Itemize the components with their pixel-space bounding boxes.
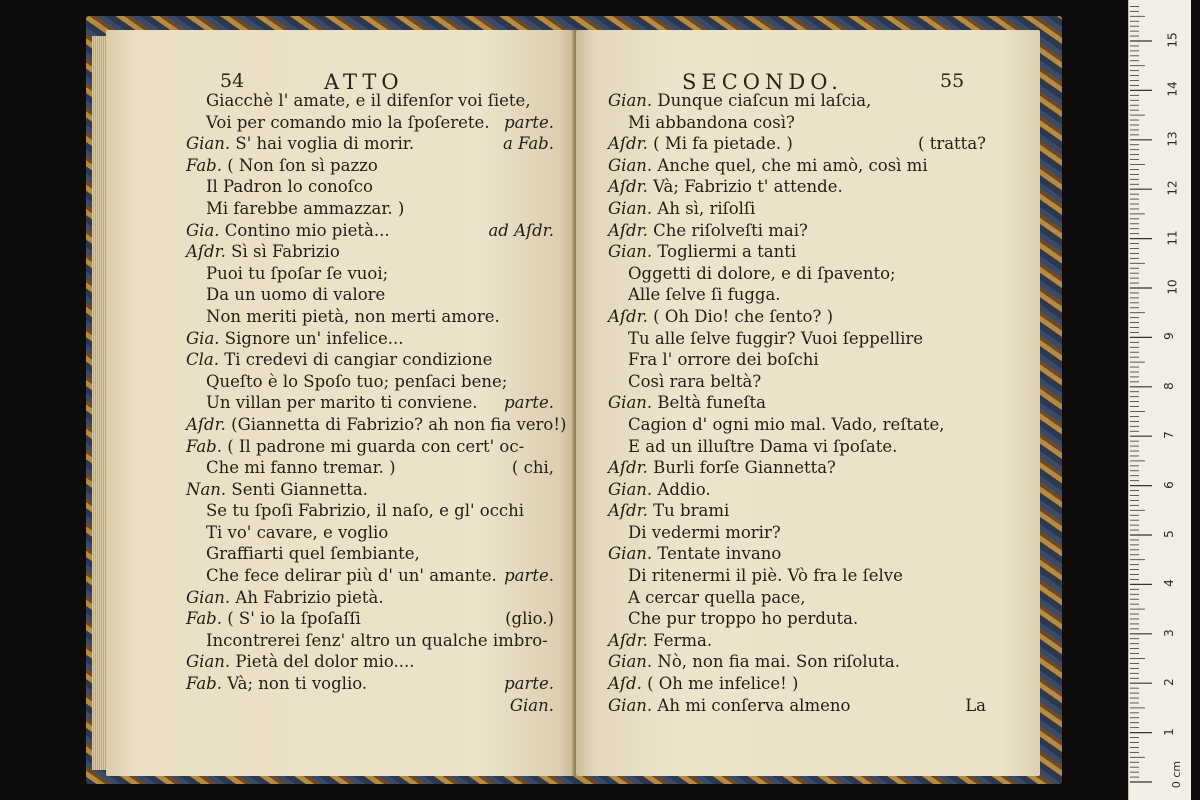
speaker-name: Gian. [608, 155, 658, 175]
verse-text: Un villan per marito ti conviene. [206, 393, 478, 413]
verse-text: Che riſolveſti mai? [653, 220, 808, 240]
ruler-number: 6 [1161, 480, 1176, 489]
text-line [186, 673, 554, 695]
verse-text: Alle ſelve ſi fugga. [628, 285, 781, 305]
verse-text: Giacchè l' amate, e il difenſor voi ſiete, [206, 91, 531, 110]
stage-direction: parte. [504, 674, 554, 694]
text-line [186, 608, 554, 630]
verse-text: Ah Fabrizio pietà. [235, 587, 384, 607]
speaker-name: Aſdr. [608, 630, 654, 650]
verse-text: Dunque ciaſcun mi laſcia, [657, 91, 872, 110]
left-page [106, 30, 574, 776]
text-line [608, 457, 986, 479]
text-line [608, 543, 986, 565]
text-line [186, 630, 554, 652]
speaker-name: Fab. [186, 674, 228, 694]
text-line [608, 349, 986, 371]
ruler-number: 3 [1161, 628, 1176, 637]
text-line [608, 673, 986, 695]
stage-direction: parte. [504, 393, 554, 413]
ruler-number: 13 [1165, 131, 1180, 147]
verse-text: Ti credevi di cangiar condizione [224, 350, 493, 370]
verse-text: Così rara beltà? [628, 371, 762, 391]
right-page-header: SECONDO. [682, 70, 843, 94]
speaker-name: Gian. [608, 393, 658, 413]
text-line [608, 241, 986, 263]
stage-direction: parte. [504, 112, 554, 132]
verse-text: ( S' io la ſpoſaſſi [227, 609, 361, 629]
ruler-unit-label: 0 cm [1170, 760, 1184, 789]
speaker-name: Gian. [186, 587, 236, 607]
verse-text: ( Il padrone mi guarda con cert' oc- [227, 436, 525, 456]
verse-text: Signore un' infelice... [224, 328, 404, 348]
text-line [608, 112, 986, 134]
text-line [186, 112, 554, 134]
text-line [608, 284, 986, 306]
text-line [186, 284, 554, 306]
speaker-name: Fab. [186, 155, 228, 175]
speaker-name: Aſdr. [608, 501, 654, 521]
text-line [608, 608, 986, 630]
stage-direction: ( tratta? [918, 134, 986, 154]
text-line [608, 414, 986, 436]
ruler-number: 8 [1161, 381, 1176, 390]
ruler-number: 7 [1161, 431, 1176, 440]
verse-text: Che fece delirar più d' un' amante. [206, 566, 497, 586]
stage-direction: a Fab. [502, 134, 554, 154]
verse-text: ( Mi fa pietade. ) [653, 134, 793, 154]
verse-text: Sì sì Fabrizio [231, 242, 340, 262]
verse-text: S' hai voglia di morir. [235, 134, 415, 154]
text-line [608, 263, 986, 285]
text-line [608, 479, 986, 501]
speaker-name: Gia. [186, 220, 225, 240]
speaker-name: Gian. [608, 198, 658, 218]
verse-text: Se tu ſpoſi Fabrizio, il naſo, e gl' occhi [206, 501, 525, 521]
verse-text: Mi abbandona così? [628, 112, 795, 132]
book-binding [86, 16, 1062, 784]
speaker-name: Gian. [608, 544, 658, 564]
ruler-number: 12 [1165, 180, 1180, 196]
left-page-header: ATTO [324, 70, 404, 94]
speaker-name: Aſdr. [608, 177, 654, 197]
text-line [608, 328, 986, 350]
text-line [186, 543, 554, 565]
verse-text: Fra l' orrore dei boſchi [628, 350, 819, 370]
speaker-name: Gian. [608, 479, 658, 499]
verse-text: Togliermi a tanti [657, 242, 797, 262]
verse-text: Addio. [657, 479, 711, 499]
verse-text: Nò, non fia mai. Son riſoluta. [657, 652, 900, 672]
verse-text: Oggetti di dolore, e di ſpavento; [628, 263, 896, 283]
text-line [186, 500, 554, 522]
ruler-number: 15 [1165, 32, 1180, 48]
text-line [186, 241, 554, 263]
text-line [186, 651, 554, 673]
text-line [608, 90, 986, 112]
text-line [608, 198, 986, 220]
verse-text: Ferma. [653, 630, 713, 650]
text-line [186, 436, 554, 458]
text-line [608, 155, 986, 177]
text-line [608, 436, 986, 458]
speaker-name: Aſdr. [608, 458, 654, 478]
ruler-number: 10 [1165, 279, 1180, 295]
ruler-number: 2 [1161, 678, 1176, 687]
verse-text: Ti vo' cavare, e voglio [206, 522, 389, 542]
speaker-name: Gian. [608, 695, 658, 715]
verse-text: Burli forſe Giannetta? [653, 458, 836, 478]
verse-text: Incontrerei ſenz' altro un qualche imbro- [206, 630, 548, 650]
verse-text: Queſto è lo Spoſo tuo; penſaci bene; [206, 371, 508, 391]
verse-text: Puoi tu ſpoſar ſe vuoi; [206, 263, 389, 283]
ruler-number: 4 [1161, 579, 1176, 588]
speaker-name: Gian. [608, 242, 658, 262]
verse-text: Tentate invano [657, 544, 782, 564]
verse-text: Il Padron lo conoſco [206, 177, 373, 197]
text-line [608, 651, 986, 673]
text-line [186, 587, 554, 609]
text-line [186, 392, 554, 414]
text-line [608, 220, 986, 242]
speaker-name: Gian. [608, 91, 658, 110]
right-page-number: 55 [940, 70, 965, 92]
text-line [186, 155, 554, 177]
ruler-number: 1 [1161, 727, 1176, 736]
verse-text: Che mi fanno tremar. ) [206, 458, 396, 478]
text-line [186, 695, 554, 717]
text-line [186, 263, 554, 285]
stage-direction: Gian. [509, 695, 554, 715]
text-line [186, 306, 554, 328]
text-line [608, 392, 986, 414]
speaker-name: Aſdr. [608, 134, 654, 154]
text-line [608, 306, 986, 328]
text-line [608, 522, 986, 544]
text-line [608, 695, 986, 717]
speaker-name: Gian. [608, 652, 658, 672]
ruler-number: 11 [1165, 229, 1180, 246]
text-line [608, 176, 986, 198]
verse-text: Tu alle ſelve fuggir? Vuoi ſeppellire [628, 328, 924, 348]
verse-text: Contino mio pietà... [224, 220, 390, 240]
text-line [186, 90, 554, 112]
text-line [186, 133, 554, 155]
verse-text: E ad un illuſtre Dama vi ſpoſate. [628, 436, 898, 456]
stage-direction: (glio.) [505, 609, 554, 629]
speaker-name: Cla. [186, 350, 225, 370]
page-edges [92, 36, 106, 770]
left-page-text [186, 90, 567, 716]
speaker-name: Nan. [186, 479, 232, 499]
text-line [608, 565, 986, 587]
verse-text: A cercar quella pace, [628, 587, 806, 607]
verse-text: Graffiarti quel ſembiante, [206, 544, 420, 564]
verse-text: Di ritenermi il piè. Vò fra le ſelve [628, 566, 903, 586]
verse-text: Da un uomo di valore [206, 285, 386, 305]
speaker-name: Aſdr. [608, 220, 654, 240]
speaker-name: Fab. [186, 436, 228, 456]
speaker-name: Aſdr. [186, 414, 232, 434]
text-line [186, 176, 554, 198]
text-line [608, 371, 986, 393]
verse-text: Anche quel, che mi amò, così mi [657, 155, 928, 175]
text-line [186, 414, 567, 436]
verse-text: Senti Giannetta. [231, 479, 368, 499]
text-line [186, 479, 554, 501]
text-line [608, 500, 986, 522]
verse-text: (Giannetta di Fabrizio? ah non fia vero!) [231, 414, 567, 434]
verse-text: Che pur troppo ho perduta. [628, 609, 859, 629]
verse-text: Beltà funeſta [657, 393, 767, 413]
left-page-number: 54 [220, 70, 245, 92]
text-line [186, 457, 554, 479]
text-line [186, 220, 554, 242]
text-line [186, 198, 554, 220]
text-line [186, 565, 554, 587]
verse-text: Ah mi conſerva almeno [657, 695, 851, 715]
ruler-ticks [1129, 0, 1191, 800]
verse-text: Di vedermi morir? [628, 522, 781, 542]
verse-text: Ah sì, riſolſi [657, 198, 756, 218]
stage-direction: ( chi, [511, 458, 554, 478]
speaker-name: Fab. [186, 609, 228, 629]
measurement-ruler [1128, 0, 1191, 800]
stage-direction: ad Aſdr. [488, 220, 554, 240]
verse-text: ( Oh me infelice! ) [647, 674, 799, 694]
speaker-name: Aſd. [608, 674, 648, 694]
right-page-text [608, 90, 986, 716]
stage-direction: La [965, 695, 986, 715]
speaker-name: Gian. [186, 134, 236, 154]
text-line [186, 371, 554, 393]
ruler-number: 5 [1161, 530, 1176, 538]
text-line [608, 133, 986, 155]
verse-text: Voi per comando mio la ſpoſerete. [206, 112, 490, 132]
speaker-name: Aſdr. [186, 242, 232, 262]
text-line [186, 328, 554, 350]
text-line [608, 587, 986, 609]
verse-text: ( Oh Dio! che ſento? ) [653, 306, 834, 326]
right-page [576, 30, 1040, 776]
verse-text: Pietà del dolor mio.... [235, 652, 415, 672]
verse-text: ( Non ſon sì pazzo [227, 155, 378, 175]
text-line [608, 630, 986, 652]
text-line [186, 349, 554, 371]
text-line [186, 522, 554, 544]
speaker-name: Aſdr. [608, 306, 654, 326]
ruler-number: 9 [1161, 332, 1176, 341]
verse-text: Mi farebbe ammazzar. ) [206, 198, 405, 218]
verse-text: Và; non ti voglio. [227, 674, 368, 694]
verse-text: Non meriti pietà, non merti amore. [206, 306, 500, 326]
ruler-number: 14 [1165, 81, 1180, 98]
verse-text: Cagion d' ogni mio mal. Vado, reſtate, [628, 414, 945, 434]
speaker-name: Gia. [186, 328, 225, 348]
stage-direction: parte. [504, 566, 554, 586]
verse-text: Và; Fabrizio t' attende. [653, 177, 843, 197]
verse-text: Tu brami [653, 501, 730, 521]
speaker-name: Gian. [186, 652, 236, 672]
